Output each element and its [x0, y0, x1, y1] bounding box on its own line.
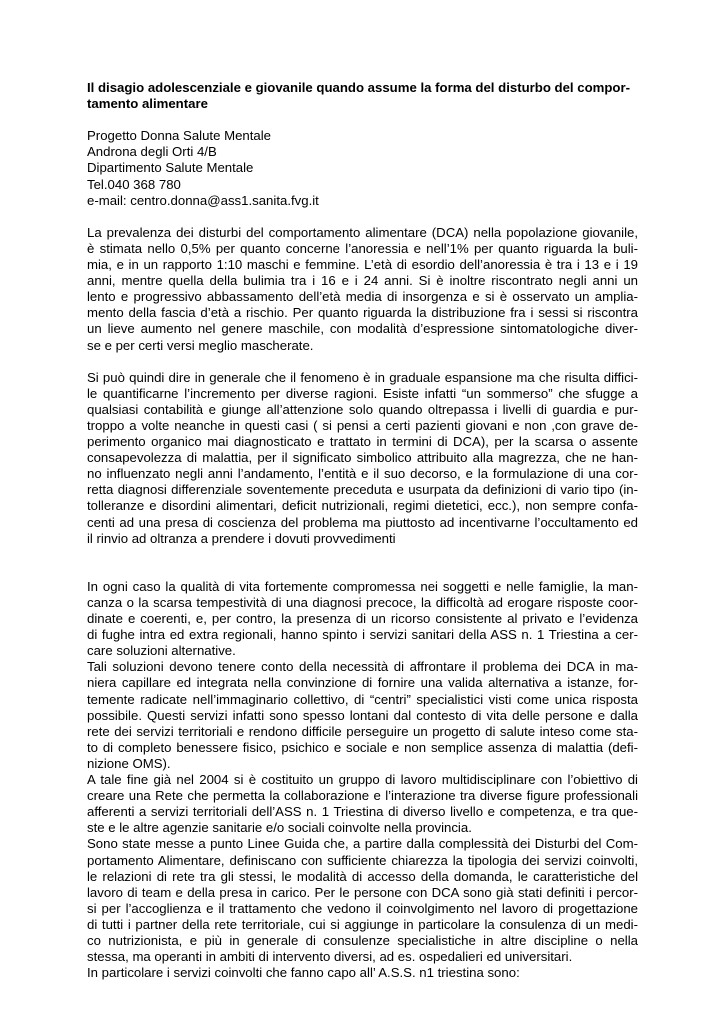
text-line: si per l’accoglienza e il trattamento che vedono il coinvolgimento nel lavoro di progettazione [87, 900, 638, 916]
text-line: il rinvio ad oltranza a prendere i dovuti provvedimenti [87, 530, 396, 546]
contact-phone: Tel.040 368 780 [87, 176, 181, 192]
paragraph-quality-of-life [87, 579, 638, 659]
text-line: dinate e coerenti, e, per contro, la presenza di un ricorso consistente al privato e l’evidenza [87, 611, 638, 627]
spacer [87, 563, 638, 579]
text-line: troppo a volte neanche in questi casi ( si pensi a certi pazienti giovani e non ,con grave de- [87, 417, 638, 433]
paragraph-guidelines [87, 836, 638, 965]
text-line: canza o la scarsa tempestività di una diagnosi precoce, la difficoltà ad erogare risposte coor- [87, 595, 638, 610]
text-line: tolleranze e disordini alimentari, deficit nutrizionali, regimi dietetici, ecc.), non sempre confa- [87, 498, 638, 514]
text-line: mia, e in un rapporto 1:10 maschi e femmine. L’età di esordio dell’anoressia è tra i 13 e i 19 [87, 257, 638, 273]
text-line: no influenzato negli anni l’andamento, l’entità e il suo decorso, e la formulazione di una cor- [87, 466, 638, 482]
text-line: creare una Rete che permetta la collaborazione e l’interazione tra diverse figure professionali [87, 788, 638, 804]
text-line: possibile. Questi servizi infatti sono spesso lontani dal contesto di vita delle persone e dalla [87, 707, 638, 723]
text-line: temente radicate nell’immaginario collettivo, di “centri” specialistici visti come unica risposta [87, 691, 638, 707]
document-page [87, 80, 638, 981]
paragraph-expansion [87, 370, 638, 547]
text-line: co nutrizionista, e più in generale di consulenze specialistiche in altre discipline o nella [87, 932, 638, 948]
text-line: lavoro di team e della presa in carico. Per le persone con DCA sono già stati definiti i percor- [87, 884, 638, 900]
text-line: qualsiasi contabilità e giunge all’attenzione solo quando oltrepassa i livelli di guardia e pur- [87, 401, 638, 417]
title-line: Il disagio adolescenziale e giovanile quando assume la forma del disturbo del compor- [87, 80, 631, 95]
text-line: di tutti i partner della rete territoriale, cui si aggiunge in particolare la consulenza di un medi- [87, 916, 638, 932]
text-line: anni, mentre quella della bulimia tra i 16 e i 24 anni. Si è inoltre riscontrato negli anni un [87, 273, 638, 289]
text-line: di fughe intra ed extra regionali, hanno spinto i servizi sanitari della ASS n. 1 Triestina a cer- [87, 627, 638, 643]
text-line: consapevolezza di malattia, per il significato simbolico attribuito alla magrezza, che ne han- [87, 450, 638, 466]
document-title [87, 80, 638, 112]
text-line: le quantificarne l’incremento per diverse ragioni. Esiste infatti “un sommerso” che sfugge a [87, 385, 638, 401]
paragraph-services-intro [87, 965, 638, 981]
title-line: tamento alimentare [87, 96, 208, 112]
text-line: è stimata nello 0,5% per quanto concerne l’anoressia e nell’1% per quanto riguarda la buli- [87, 240, 638, 256]
paragraph-working-group [87, 772, 638, 836]
text-line: mento della fascia d’età a rischio. Per quanto riguarda la distribuzione fra i sessi si riscontra [87, 305, 638, 321]
text-line: nizione OMS). [87, 755, 171, 771]
text-line: centi ad una presa di coscienza del problema ma piuttosto ad incentivarne l’occultamento ed [87, 514, 638, 530]
text-line: perimento organico mai diagnosticato e trattato in termini di DCA), per la scarsa o assente [87, 434, 638, 450]
contact-address: Androna degli Orti 4/B [87, 144, 217, 160]
spacer [87, 112, 638, 128]
text-line: Tali soluzioni devono tenere conto della necessità di affrontare il problema dei DCA in ma- [87, 659, 638, 675]
text-line: care soluzioni alternative. [87, 643, 236, 659]
text-line: le relazioni di rete tra gli stessi, le modalità di accesso della domanda, le caratteristiche del [87, 868, 638, 884]
text-line: lento e progressivo abbassamento dell’età media di insorgenza e si è osservato un amplia- [87, 289, 638, 305]
spacer [87, 547, 638, 563]
text-line: retta diagnosi differenziale soventemente preceduta e usurpata da definizioni di vario tipo (in- [87, 482, 638, 498]
spacer [87, 209, 638, 225]
text-line: un lieve aumento nel genere maschile, con modalità d’espressione sintomatologiche diver- [87, 321, 638, 337]
text-line: se e per certi versi meglio mascherate. [87, 337, 314, 353]
spacer [87, 354, 638, 370]
contact-department: Dipartimento Salute Mentale [87, 160, 254, 176]
text-line: In particolare i servizi coinvolti che fanno capo all’ A.S.S. n1 triestina sono: [87, 965, 520, 981]
text-line: In ogni caso la qualità di vita fortemente compromessa nei soggetti e nelle famiglie, la man- [87, 578, 638, 594]
text-line: rete dei servizi territoriali e rendono difficile perseguire un progetto di salute inteso come sta- [87, 723, 638, 739]
text-line: to di completo benessere fisico, psichico e sociale e non semplice assenza di malattia (defi- [87, 739, 638, 755]
text-line: niera capillare ed integrata nella convinzione di fornire una valida alternativa a istanze, for- [87, 675, 638, 691]
paragraph-solutions [87, 659, 638, 772]
text-line: stessa, ma operanti in ambiti di intervento diversi, ad es. ospedalieri ed universitari. [87, 949, 573, 965]
contact-project: Progetto Donna Salute Mentale [87, 128, 272, 144]
text-line: A tale fine già nel 2004 si è costituito un gruppo di lavoro multidisciplinare con l’obiettivo di [87, 772, 638, 788]
text-line: afferenti a servizi territoriali dell’ASS n. 1 Triestina di diverso livello e competenza, e tra que- [87, 804, 638, 820]
contact-block [87, 128, 638, 208]
text-line: La prevalenza dei disturbi del comportamento alimentare (DCA) nella popolazione giovanile, [87, 224, 638, 240]
text-line: ste e le altre agenzie sanitarie e/o sociali coinvolte nella provincia. [87, 820, 472, 836]
contact-email: e-mail: centro.donna@ass1.sanita.fvg.it [87, 192, 319, 208]
text-line: portamento Alimentare, definiscano con sufficiente chiarezza la tipologia dei servizi coinvolti, [87, 852, 638, 868]
text-line: Si può quindi dire in generale che il fenomeno è in graduale espansione ma che risulta diffici- [87, 369, 638, 385]
text-line: Sono state messe a punto Linee Guida che, a partire dalla complessità dei Disturbi del Com- [87, 836, 638, 852]
paragraph-prevalence [87, 225, 638, 354]
